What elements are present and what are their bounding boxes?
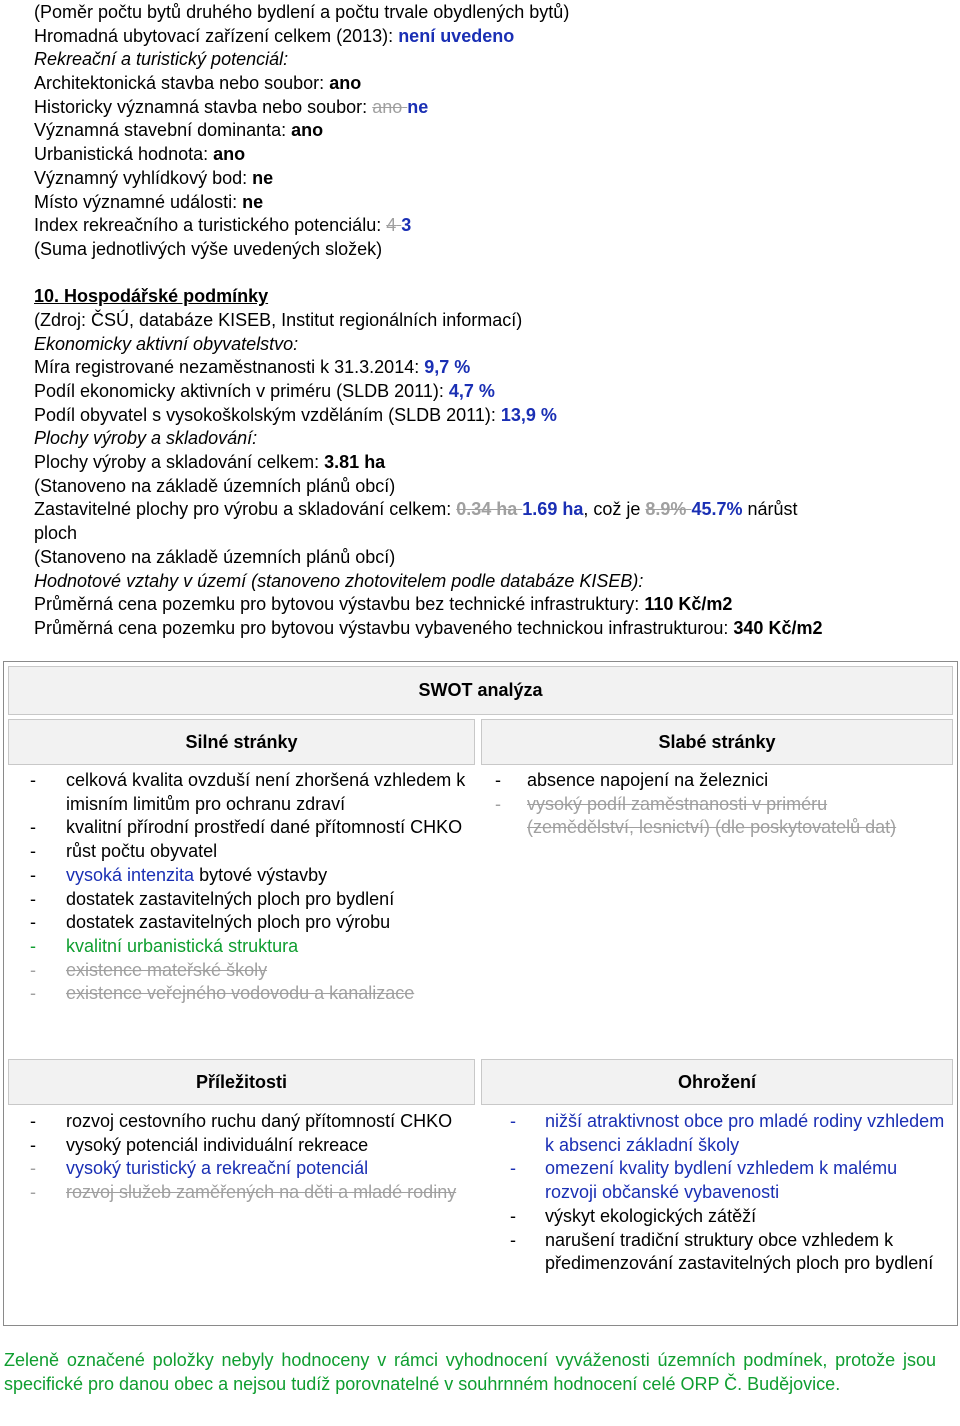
text-line [34,72,954,96]
label: Podíl ekonomicky aktivních v priméru (SLDB 2011): [34,381,444,401]
text-line: (Zdroj: ČSÚ, databáze KISEB, Institut regionálních informací) [34,309,523,330]
section-title: Hospodářské podmínky [64,286,269,307]
growth-text: nárůst [747,499,798,520]
value: ne [242,191,264,212]
item-text: kvalitní urbanistická struktura [66,935,299,956]
bullet-dash: - [30,1134,36,1155]
list-item [8,935,470,959]
value: ne [252,167,274,188]
label: Hromadná ubytovací zařízení celkem (2013): [34,25,394,46]
value: ano [291,120,324,141]
text-line [34,356,954,380]
text-line [34,380,954,404]
item-text: vysoký podíl zaměstnanosti v priméru (zemědělství, lesnictví) (dle poskytovatelů dat) [527,793,897,838]
list-item [8,888,470,912]
list-item [481,793,926,840]
swot-table [3,661,958,1326]
item-text: narušení tradiční struktury obce vzhledem k předimenzování zastavitelných ploch pro bydlení [545,1229,934,1274]
bullet-dash: - [30,841,36,862]
text-line [34,593,954,617]
bullet-dash: - [510,1229,516,1250]
text-line: ploch [34,523,78,544]
weaknesses-list [481,769,926,840]
item-text-highlight: vysoká intenzita [66,864,195,885]
item-text: omezení kvality bydlení vzhledem k malému rozvoji občanské vybavenosti [545,1158,898,1203]
text-line [34,143,954,167]
value: 340 Kč/m2 [733,617,823,638]
bullet-dash: - [30,1111,36,1131]
threats-header: Ohrožení [481,1059,953,1105]
text-line: (Stanoveno na základě územních plánů obcí) [34,546,396,567]
label: Místo významné události: [34,191,238,212]
list-item [8,1181,470,1205]
text-line [34,25,954,49]
list-item [8,816,470,840]
label: Index rekreačního a turistického potenciálu: [34,215,382,236]
value: 3.81 ha [324,452,386,473]
list-item [8,769,470,816]
subheading: Hodnotové vztahy v území (stanoveno zhotovitelem podle databáze KISEB): [34,570,644,591]
subheading: Plochy výroby a skladování: [34,428,258,449]
bullet-dash: - [30,983,36,1004]
text-line [34,451,954,475]
bullet-dash: - [30,959,36,980]
text-line [34,96,954,120]
threats-list [481,1110,953,1276]
list-item [8,864,470,888]
weaknesses-header: Slabé stránky [481,719,953,765]
label: Urbanistická hodnota: [34,144,209,165]
label: Zastavitelné plochy pro výrobu a skladování celkem: [34,499,452,520]
text-line [34,404,954,428]
text-line [34,191,954,215]
item-text: výskyt ekologických zátěží [545,1205,757,1226]
bullet-dash: - [495,770,501,790]
text-line [34,167,954,191]
label: Podíl obyvatel s vysokoškolským vzděláním (SLDB 2011): [34,404,496,425]
value: 13,9 % [500,404,557,425]
value: 9,7 % [424,357,471,378]
new-value: 3 [401,215,412,236]
list-item [481,1110,953,1157]
label: Průměrná cena pozemku pro bytovou výstavbu vybaveného technickou infrastrukturou: [34,617,729,638]
value: ano [213,144,246,165]
new-value: 1.69 ha [522,499,584,520]
old-value: 4 [386,215,397,236]
item-text: vysoký turistický a rekreační potenciál [66,1158,369,1179]
text-line [34,214,954,238]
bullet-dash: - [30,888,36,909]
section-heading [34,285,954,309]
item-text: absence napojení na železnici [527,770,769,790]
new-percent: 45.7% [691,499,743,520]
bullet-dash: - [30,1182,36,1203]
item-text: kvalitní přírodní prostředí dané přítomností CHKO [66,817,463,838]
bullet-dash: - [30,935,36,956]
text-line: (Stanoveno na základě územních plánů obcí) [34,475,396,496]
item-text: existence veřejného vodovodu a kanalizace [66,983,415,1004]
bullet-dash: - [30,770,36,790]
label: Historicky významná stavba nebo soubor: [34,96,368,117]
list-item [481,1205,953,1229]
item-text: dostatek zastavitelných ploch pro bydlení [66,888,395,909]
item-text: existence mateřské školy [66,959,268,980]
subheading: Rekreační a turistický potenciál: [34,49,289,70]
bullet-dash: - [510,1111,516,1131]
list-item [481,1157,953,1204]
value: 4,7 % [448,381,495,401]
item-text: bytové výstavby [199,864,328,885]
list-item [8,1134,470,1158]
bullet-dash: - [495,793,501,814]
section-number: 10. [34,286,60,307]
strengths-list [8,769,470,1006]
bullet-dash: - [30,912,36,933]
text-line [34,617,954,641]
value: ano [329,73,362,94]
list-item [8,1110,470,1134]
old-percent: 8.9% [645,499,687,520]
subheading: Ekonomicky aktivní obyvatelstvo: [34,333,299,354]
item-text: rozvoj služeb zaměřených na děti a mladé rodiny [66,1182,457,1203]
label: Plochy výroby a skladování celkem: [34,452,320,473]
value: není uvedeno [398,25,515,46]
list-item [8,1157,470,1181]
item-text: rozvoj cestovního ruchu daný přítomností CHKO [66,1111,453,1131]
list-item [8,959,470,983]
list-item [481,1229,953,1276]
label: Významný vyhlídkový bod: [34,167,248,188]
item-text: růst počtu obyvatel [66,841,218,862]
list-item [8,982,470,1006]
label: Architektonická stavba nebo soubor: [34,73,325,94]
bullet-dash: - [510,1158,516,1179]
item-text: nižší atraktivnost obce pro mladé rodiny vzhledem k absenci základní školy [545,1111,945,1155]
opportunities-list [8,1110,470,1205]
label: Významná stavební dominanta: [34,120,287,141]
connector-text: , což je [583,499,641,520]
bullet-dash: - [30,817,36,838]
new-value: ne [407,96,429,117]
item-text: vysoký potenciál individuální rekreace [66,1134,369,1155]
list-item [481,769,926,793]
strengths-header: Silné stránky [8,719,475,765]
bullet-dash: - [510,1205,516,1226]
document-text [34,1,954,641]
bullet-dash: - [30,864,36,885]
list-item [8,840,470,864]
text-line: (Poměr počtu bytů druhého bydlení a počtu trvale obydlených bytů) [34,2,570,22]
item-text: celková kvalita ovzduší není zhoršená vzhledem k imisním limitům pro ochranu zdraví [66,770,466,814]
text-line [34,498,954,522]
bullet-dash: - [30,1158,36,1179]
old-value: ano [372,96,403,117]
label: Průměrná cena pozemku pro bytovou výstavbu bez technické infrastruktury: [34,594,640,615]
list-item [8,911,470,935]
opportunities-header: Příležitosti [8,1059,475,1105]
label: Míra registrované nezaměstnanosti k 31.3.2014: [34,357,420,378]
text-line: (Suma jednotlivých výše uvedených složek) [34,238,383,259]
old-value: 0.34 ha [456,499,518,520]
item-text: dostatek zastavitelných ploch pro výrobu [66,912,391,933]
text-line [34,119,954,143]
value: 110 Kč/m2 [644,594,733,615]
swot-title: SWOT analýza [8,666,953,715]
footnote: Zeleně označené položky nebyly hodnoceny v rámci vyhodnocení vyváženosti územních podmínek, protože jsou specifické pro danou obec a nejsou tudíž porovnatelné v souhrnném hodnocení celé ORP Č. Budějovice. [4,1350,936,1394]
